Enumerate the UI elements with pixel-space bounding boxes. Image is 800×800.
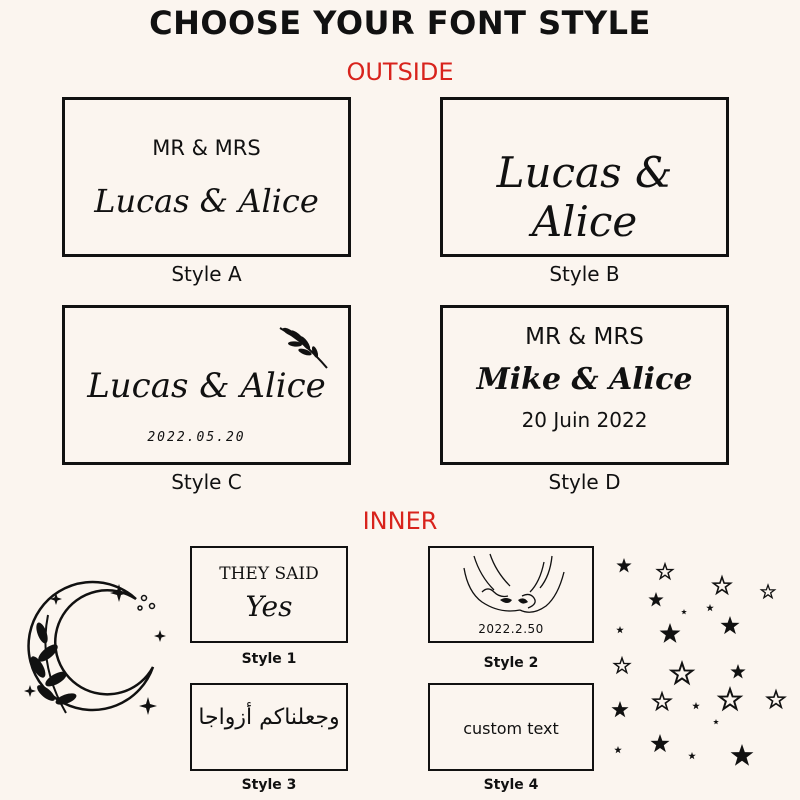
star-icon	[653, 693, 670, 709]
style-c-date: 2022.05.20	[147, 430, 246, 445]
style-2-card[interactable]	[428, 546, 594, 643]
star-icon	[713, 719, 719, 724]
section-label-outside: OUTSIDE	[346, 58, 454, 86]
style-4-card[interactable]	[428, 683, 594, 771]
section-label-inner: INNER	[362, 507, 438, 535]
star-icon	[657, 564, 672, 578]
style-a-line1: MR & MRS	[152, 136, 261, 160]
star-icon	[611, 701, 628, 717]
style-4-line1: custom text	[463, 719, 559, 738]
style-1-line1: THEY SAID	[219, 564, 319, 584]
star-icon	[614, 658, 629, 672]
style-d-date: 20 Juin 2022	[521, 408, 648, 432]
style-1-card[interactable]	[190, 546, 348, 643]
star-icon	[692, 702, 700, 709]
style-a-line2: Lucas & Alice	[94, 182, 319, 220]
style-d-caption: Style D	[548, 470, 621, 494]
sparkle-icon	[50, 593, 62, 605]
sparkle-icon	[24, 685, 36, 697]
star-icon	[761, 585, 774, 598]
style-a-caption: Style A	[171, 262, 242, 286]
style-d-line2: Mike & Alice	[476, 362, 693, 397]
star-icon	[614, 746, 622, 753]
style-4-caption: Style 4	[483, 777, 539, 793]
style-d-line1: MR & MRS	[525, 324, 644, 350]
style-3-caption: Style 3	[241, 777, 297, 793]
style-3-card[interactable]	[190, 683, 348, 771]
style-b-line1: Lucas & Alice	[496, 148, 673, 246]
star-icon	[713, 577, 730, 593]
star-icon	[688, 752, 696, 759]
style-1-caption: Style 1	[241, 651, 297, 667]
star-icon	[767, 691, 784, 707]
style-c-caption: Style C	[171, 470, 242, 494]
star-icon	[648, 592, 663, 606]
style-1-line2: Yes	[245, 590, 293, 623]
star-icon	[616, 626, 624, 633]
star-icon	[681, 609, 687, 614]
star-icon	[720, 689, 741, 709]
sparkle-icon	[139, 697, 157, 715]
style-b-caption: Style B	[549, 262, 620, 286]
star-icon	[720, 616, 739, 634]
star-icon	[616, 558, 631, 572]
star-icon	[730, 664, 745, 678]
star-icon	[672, 663, 693, 683]
sparkle-icon	[154, 630, 166, 642]
sparkle-icon	[110, 584, 128, 602]
style-3-arabic-text: وجعلناكم أزواجا	[198, 705, 340, 730]
page-title: CHOOSE YOUR FONT STYLE	[149, 4, 651, 42]
style-2-caption: Style 2	[483, 655, 539, 671]
star-icon	[706, 604, 714, 611]
star-icon	[650, 734, 669, 752]
style-2-date: 2022.2.50	[478, 622, 544, 636]
stars-decoration	[600, 550, 800, 780]
style-c-line1: Lucas & Alice	[87, 366, 326, 406]
star-icon	[660, 623, 681, 643]
star-icon	[731, 744, 754, 766]
holding-hands-icon	[460, 552, 568, 620]
